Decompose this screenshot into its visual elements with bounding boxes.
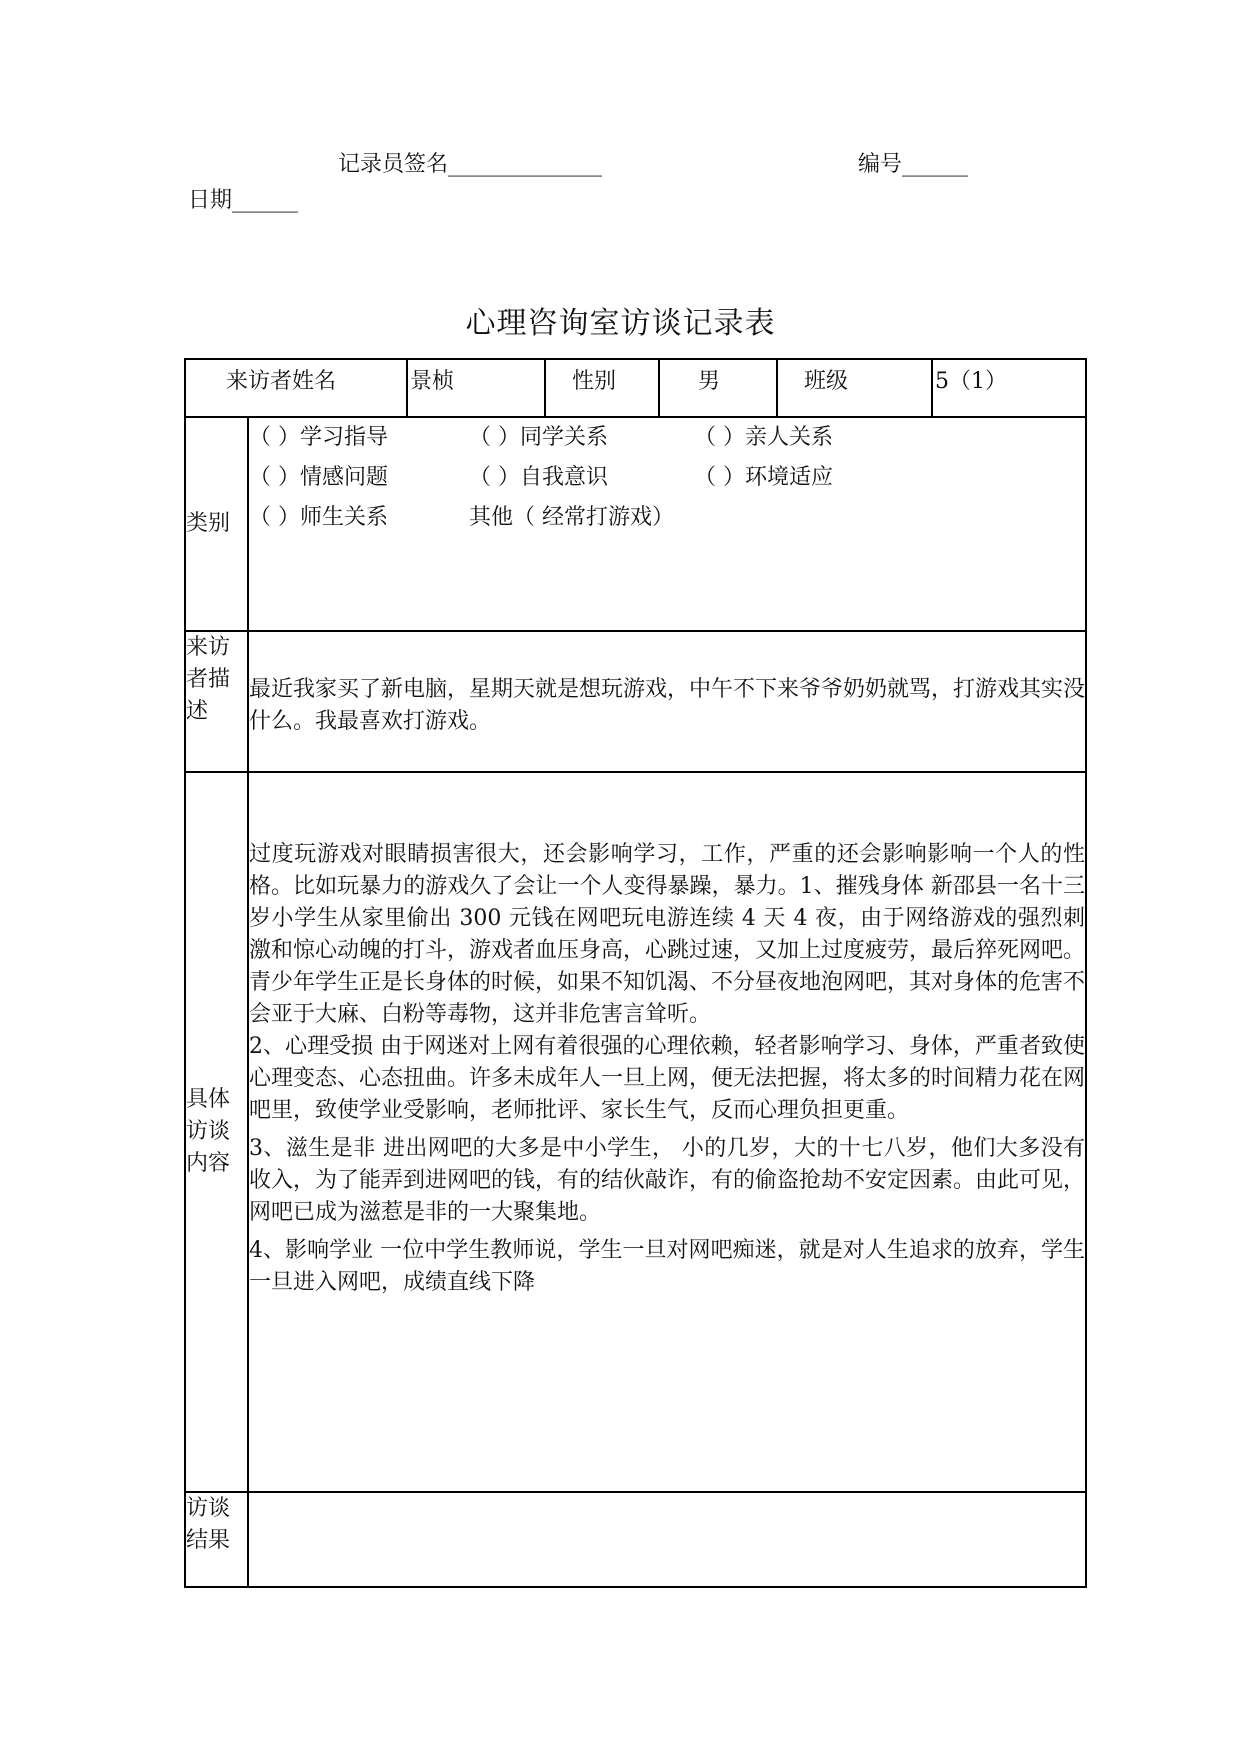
class-label: 班级	[777, 359, 932, 417]
serial-number: 编号______	[858, 152, 969, 177]
visitor-name-label: 来访者姓名	[185, 359, 407, 417]
visitor-name-value: 景桢	[407, 359, 545, 417]
option-other: 其他（ 经常打游戏）	[469, 505, 674, 530]
interview-result-label: 访谈结果	[185, 1492, 248, 1587]
visitor-info-row	[185, 359, 1086, 417]
gender-value: 男	[659, 359, 777, 417]
category-options	[248, 417, 1086, 631]
category-line	[249, 498, 1085, 538]
interview-content-text	[248, 772, 1086, 1492]
option-family-relations: （ ）亲人关系	[694, 425, 833, 450]
interview-paragraph: 4、影响学业 一位中学生教师说，学生一旦对网吧痴迷，就是对人生追求的放弃，学生一旦进入网吧，成绩直线下降	[249, 1238, 1086, 1295]
recorder-signature: 记录员签名______________	[338, 152, 603, 177]
category-row	[185, 417, 1086, 631]
class-value: 5（1）	[932, 359, 1086, 417]
date-field: 日期______	[188, 188, 299, 213]
interview-content-row	[185, 772, 1086, 1492]
option-environment-adaptation: （ ）环境适应	[694, 465, 833, 490]
option-classmate-relations: （ ）同学关系	[469, 425, 608, 450]
category-line	[249, 458, 1085, 498]
visitor-description-label: 来访者描述	[185, 631, 248, 772]
visitor-description-text: 最近我家买了新电脑，星期天就是想玩游戏，中午不下来爷爷奶奶就骂，打游戏其实没什么。我最喜欢打游戏。	[248, 631, 1086, 772]
gender-label: 性别	[545, 359, 659, 417]
option-teacher-student-relations: （ ）师生关系	[249, 505, 388, 530]
interview-result-text	[248, 1492, 1086, 1587]
interview-paragraph: 3、滋生是非 进出网吧的大多是中小学生， 小的几岁，大的十七八岁，他们大多没有收入，为了能弄到进网吧的钱，有的结伙敲诈，有的偷盗抢劫不安定因素。由此可见，网吧已成为滋惹是非的一大聚集地。	[249, 1136, 1086, 1225]
interview-record-table	[184, 358, 1087, 1588]
interview-content-label: 具体访谈内容	[185, 772, 248, 1492]
option-self-awareness: （ ）自我意识	[469, 465, 608, 490]
category-line	[249, 418, 1085, 458]
page-title: 心理咨询室访谈记录表	[465, 306, 776, 341]
option-emotional-issues: （ ）情感问题	[249, 465, 388, 490]
visitor-description-row	[185, 631, 1086, 772]
interview-paragraph: 过度玩游戏对眼睛损害很大，还会影响学习，工作，严重的还会影响影响一个人的性格。比如玩暴力的游戏久了会让一个人变得暴躁，暴力。1、摧残身体 新邵县一名十三岁小学生从家里偷出 300 元钱在网吧玩电游连续 4 天 4 夜，由于网络游戏的强烈刺激和惊心动魄的打斗，游戏者血压身高，心跳过速，又加上过度疲劳，最后猝死网吧。青少年学生正是长身体的时候，如果不知饥渴、不分昼夜地泡网吧，其对身体的危害不会亚于大麻、白粉等毒物，这并非危害言耸听。	[249, 842, 1086, 1027]
interview-paragraph: 2、心理受损 由于网迷对上网有着很强的心理依赖，轻者影响学习、身体，严重者致使心理变态、心态扭曲。许多未成年人一旦上网，便无法把握，将太多的时间精力花在网吧里，致使学业受影响，老师批评、家长生气，反而心理负担更重。	[249, 1034, 1086, 1123]
interview-result-row	[185, 1492, 1086, 1587]
category-label: 类别	[185, 417, 248, 631]
option-study-guidance: （ ）学习指导	[249, 425, 388, 450]
